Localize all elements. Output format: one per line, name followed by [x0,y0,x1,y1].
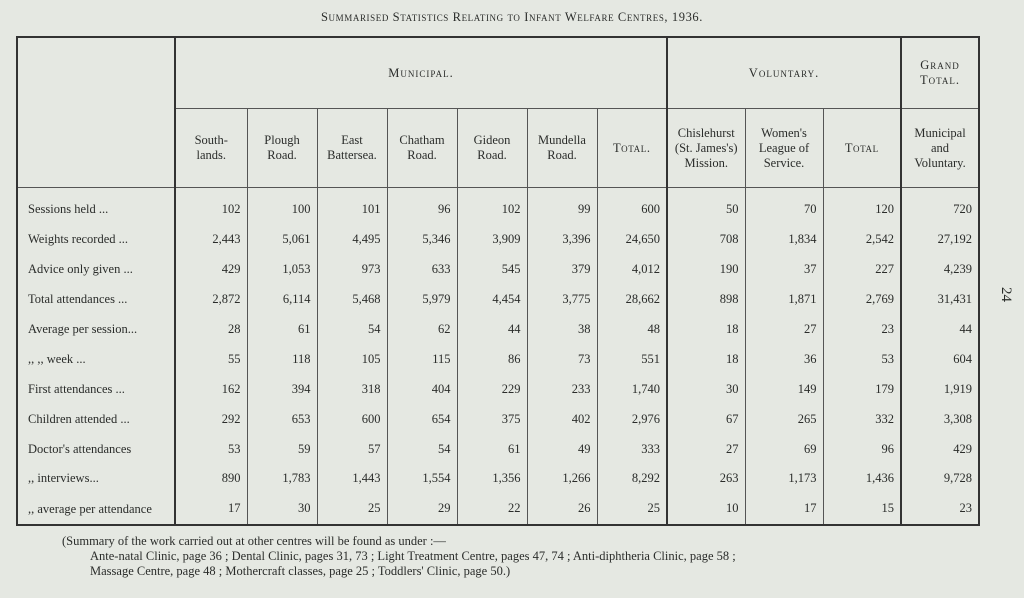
table-cell: 600 [317,404,387,434]
table-cell: 28,662 [597,284,667,314]
table-cell: 3,396 [527,225,597,255]
table-cell: 59 [247,434,317,464]
table-cell: 4,454 [457,284,527,314]
table-cell: 1,436 [823,464,901,494]
table-cell: 292 [175,404,247,434]
table-cell: 333 [597,434,667,464]
table-cell: 1,783 [247,464,317,494]
table-cell: 61 [457,434,527,464]
table-cell: 545 [457,255,527,285]
table-cell: 149 [745,374,823,404]
table-cell: 17 [175,494,247,525]
table-cell: 1,834 [745,225,823,255]
footnote [62,534,736,579]
table-row [17,188,979,225]
footnote-line-3: Massage Centre, page 48 ; Mothercraft classes, page 25 ; Toddlers' Clinic, page 50.) [90,564,511,578]
table-cell: 8,292 [597,464,667,494]
table-cell: 6,114 [247,284,317,314]
col-chatham-road: Chatham Road. [387,109,457,188]
table-cell: 44 [901,314,979,344]
table-cell: 25 [317,494,387,525]
table-cell: 708 [667,225,745,255]
table-row [17,464,979,494]
row-label: First attendances ... [28,381,125,396]
table-cell: 3,308 [901,404,979,434]
table-cell: 551 [597,344,667,374]
table-cell: 28 [175,314,247,344]
table-cell: 5,061 [247,225,317,255]
group-grand-total: Grand Total. [901,37,979,109]
page-title: Summarised Statistics Relating to Infant Welfare Centres, 1936. [320,10,704,24]
col-womens-league: Women's League of Service. [745,109,823,188]
table-cell: 22 [457,494,527,525]
table-cell: 233 [527,374,597,404]
table-cell: 1,871 [745,284,823,314]
table-cell: 332 [823,404,901,434]
table-cell: 53 [823,344,901,374]
table-cell: 2,872 [175,284,247,314]
row-label: ,, interviews... [28,471,99,486]
table-cell: 600 [597,188,667,225]
table-cell: 379 [527,255,597,285]
row-label: Weights recorded ... [28,232,128,247]
table-cell: 890 [175,464,247,494]
col-east-battersea: East Battersea. [317,109,387,188]
table-cell: 265 [745,404,823,434]
statistics-table [16,36,980,526]
table-row [17,494,979,525]
table-cell: 5,979 [387,284,457,314]
group-header-row [17,37,979,109]
table-cell: 402 [527,404,597,434]
table-cell: 604 [901,344,979,374]
row-label: Children attended ... [28,411,130,426]
table-row [17,344,979,374]
table-cell: 48 [597,314,667,344]
table-cell: 18 [667,344,745,374]
table-cell: 31,431 [901,284,979,314]
table-cell: 53 [175,434,247,464]
table-cell: 1,443 [317,464,387,494]
table-cell: 633 [387,255,457,285]
table-row [17,374,979,404]
table-row [17,404,979,434]
table-cell: 318 [317,374,387,404]
table-body [17,188,979,526]
row-label: ,, ,, week ... [28,351,86,366]
table-cell: 1,554 [387,464,457,494]
table-cell: 4,012 [597,255,667,285]
table-cell: 24,650 [597,225,667,255]
table-cell: 38 [527,314,597,344]
table-cell: 23 [901,494,979,525]
row-label: Doctor's attendances [28,441,132,456]
table-cell: 429 [175,255,247,285]
row-label: Advice only given ... [28,262,133,276]
table-cell: 105 [317,344,387,374]
table-cell: 179 [823,374,901,404]
table-cell: 62 [387,314,457,344]
table-cell: 429 [901,434,979,464]
table-cell: 720 [901,188,979,225]
col-chislehurst: Chislehurst (St. James's) Mission. [667,109,745,188]
table-cell: 37 [745,255,823,285]
table-cell: 36 [745,344,823,374]
table-cell: 101 [317,188,387,225]
table-row [17,314,979,344]
table-cell: 44 [457,314,527,344]
table-cell: 29 [387,494,457,525]
table-cell: 2,443 [175,225,247,255]
table-cell: 3,775 [527,284,597,314]
table-cell: 27 [745,314,823,344]
row-label-header [17,37,175,188]
table-cell: 73 [527,344,597,374]
table-cell: 55 [175,344,247,374]
page-number: 24 [998,287,1014,302]
row-label: Total attendances ... [28,291,128,306]
table-cell: 15 [823,494,901,525]
table-cell: 2,976 [597,404,667,434]
table-cell: 653 [247,404,317,434]
group-municipal: Municipal. [175,37,667,109]
table-cell: 86 [457,344,527,374]
table-cell: 100 [247,188,317,225]
table-cell: 99 [527,188,597,225]
table-cell: 30 [667,374,745,404]
table-cell: 1,173 [745,464,823,494]
row-label: Average per session... [28,321,138,336]
table-cell: 9,728 [901,464,979,494]
table-cell: 61 [247,314,317,344]
table-cell: 2,542 [823,225,901,255]
row-label: ,, average per attendance [28,501,152,516]
table-cell: 49 [527,434,597,464]
table-cell: 898 [667,284,745,314]
table-cell: 70 [745,188,823,225]
table-cell: 96 [387,188,457,225]
table-cell: 1,266 [527,464,597,494]
row-label: Sessions held ... [28,201,109,216]
col-grand-total: Municipal and Voluntary. [901,109,979,188]
table-cell: 263 [667,464,745,494]
table-cell: 25 [597,494,667,525]
table-row [17,255,979,285]
table-cell: 162 [175,374,247,404]
col-gideon-road: Gideon Road. [457,109,527,188]
table-cell: 67 [667,404,745,434]
table-cell: 1,919 [901,374,979,404]
table-cell: 54 [387,434,457,464]
table-cell: 120 [823,188,901,225]
table-cell: 50 [667,188,745,225]
table-row [17,284,979,314]
table-cell: 654 [387,404,457,434]
table-cell: 102 [175,188,247,225]
table-cell: 1,053 [247,255,317,285]
table-cell: 2,769 [823,284,901,314]
col-mundella-road: Mundella Road. [527,109,597,188]
table-row [17,225,979,255]
table-cell: 96 [823,434,901,464]
col-voluntary-total: Total [823,109,901,188]
table-cell: 4,495 [317,225,387,255]
table-cell: 227 [823,255,901,285]
table-cell: 1,740 [597,374,667,404]
table-cell: 1,356 [457,464,527,494]
table-cell: 10 [667,494,745,525]
table-cell: 17 [745,494,823,525]
table-cell: 375 [457,404,527,434]
table-cell: 26 [527,494,597,525]
footnote-line-1: (Summary of the work carried out at other centres will be found as under :— [62,534,446,548]
table-cell: 404 [387,374,457,404]
table-cell: 69 [745,434,823,464]
table-cell: 27,192 [901,225,979,255]
table-cell: 102 [457,188,527,225]
table-row [17,434,979,464]
group-voluntary: Voluntary. [667,37,901,109]
table-cell: 27 [667,434,745,464]
col-plough-road: Plough Road. [247,109,317,188]
table-cell: 54 [317,314,387,344]
table-cell: 4,239 [901,255,979,285]
table-cell: 118 [247,344,317,374]
table-cell: 973 [317,255,387,285]
col-municipal-total: Total. [597,109,667,188]
table-cell: 30 [247,494,317,525]
table-cell: 229 [457,374,527,404]
table-cell: 115 [387,344,457,374]
table-cell: 190 [667,255,745,285]
table-cell: 3,909 [457,225,527,255]
table-cell: 57 [317,434,387,464]
footnote-line-2: Ante-natal Clinic, page 36 ; Dental Clinic, pages 31, 73 ; Light Treatment Centre, pages 47, 74 ; Anti-diphtheria Clinic, page 58 ; [90,549,736,563]
table-cell: 18 [667,314,745,344]
col-southlands: South- lands. [175,109,247,188]
table-cell: 394 [247,374,317,404]
table-cell: 5,468 [317,284,387,314]
table-cell: 5,346 [387,225,457,255]
table-cell: 23 [823,314,901,344]
